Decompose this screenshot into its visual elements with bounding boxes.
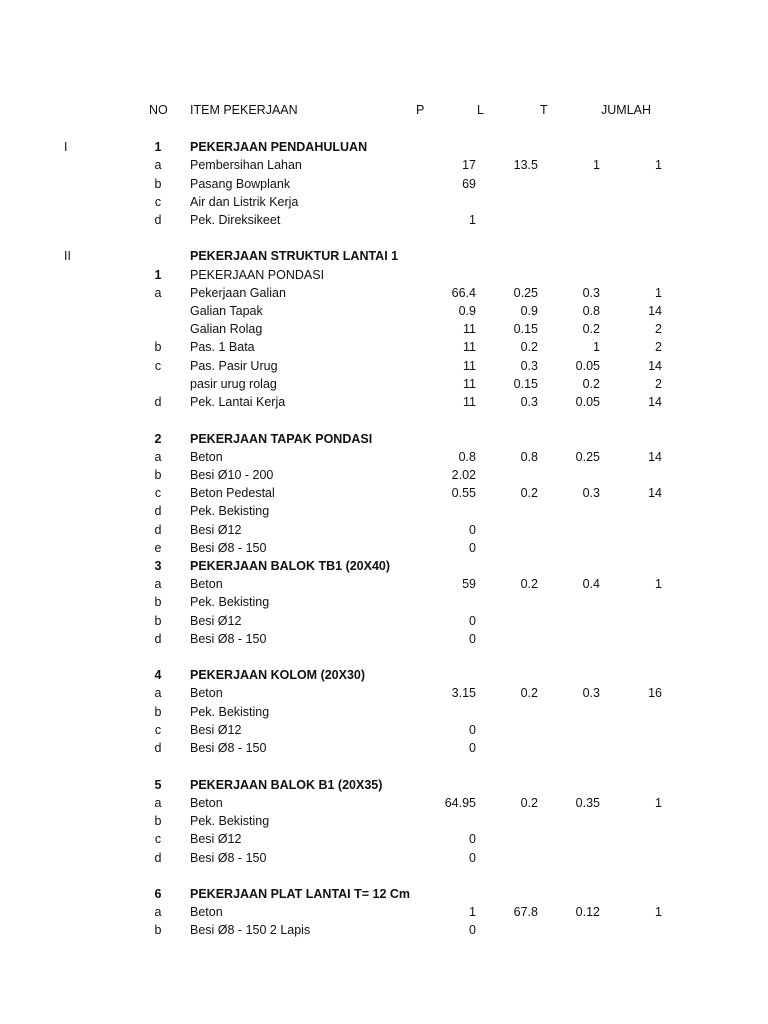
item-number: d <box>154 523 162 537</box>
table-row <box>0 703 768 721</box>
item-number: a <box>154 905 162 919</box>
item-number: 3 <box>154 559 162 573</box>
item-number: c <box>154 359 162 373</box>
value-t: 0.05 <box>575 395 600 409</box>
item-description: Pek. Bekisting <box>190 595 270 609</box>
value-jumlah: 14 <box>648 395 662 409</box>
section-numeral: II <box>64 249 71 263</box>
item-description: Beton <box>190 796 223 810</box>
value-jumlah: 1 <box>655 286 662 300</box>
value-l: 67.8 <box>513 905 538 919</box>
table-row <box>0 466 768 484</box>
item-description: Besi Ø12 <box>190 523 242 537</box>
table-row <box>0 721 768 739</box>
item-number: a <box>154 158 162 172</box>
value-t: 0.05 <box>575 359 600 373</box>
table-row <box>0 921 768 939</box>
value-p: 11 <box>463 340 476 354</box>
value-p: 11 <box>463 377 476 391</box>
table-row <box>0 630 768 648</box>
item-description: PEKERJAAN TAPAK PONDASI <box>190 432 373 446</box>
value-l: 0.15 <box>513 377 538 391</box>
table-row <box>0 266 768 284</box>
item-description: Besi Ø12 <box>190 723 242 737</box>
item-number: b <box>154 340 162 354</box>
value-p: 0 <box>469 632 476 646</box>
table-row <box>0 448 768 466</box>
value-jumlah: 2 <box>655 322 662 336</box>
value-p: 11 <box>463 359 476 373</box>
item-description: Besi Ø12 <box>190 614 242 628</box>
value-l: 0.2 <box>520 686 538 700</box>
value-jumlah: 2 <box>655 377 662 391</box>
item-description: Pasang Bowplank <box>190 177 291 191</box>
item-description: Air dan Listrik Kerja <box>190 195 299 209</box>
table-row <box>0 593 768 611</box>
value-jumlah: 1 <box>655 905 662 919</box>
item-description: Besi Ø8 - 150 <box>190 741 267 755</box>
table-row <box>0 247 768 265</box>
item-number: d <box>154 213 162 227</box>
item-number: d <box>154 504 162 518</box>
table-row <box>0 320 768 338</box>
header-t: T <box>540 103 548 117</box>
value-t: 0.3 <box>582 686 600 700</box>
value-l: 0.8 <box>520 450 538 464</box>
item-description: Pek. Lantai Kerja <box>190 395 286 409</box>
header-l: L <box>477 103 484 117</box>
table-row <box>0 575 768 593</box>
item-number: c <box>154 832 162 846</box>
item-description: Pek. Bekisting <box>190 705 270 719</box>
value-p: 0 <box>469 614 476 628</box>
item-description: Galian Tapak <box>190 304 263 318</box>
item-number: c <box>154 486 162 500</box>
value-p: 3.15 <box>451 686 476 700</box>
item-number: c <box>154 195 162 209</box>
table-row <box>0 539 768 557</box>
value-l: 0.9 <box>520 304 538 318</box>
table-row <box>0 193 768 211</box>
value-p: 11 <box>463 395 476 409</box>
value-t: 0.8 <box>582 304 600 318</box>
table-row <box>0 338 768 356</box>
table-row <box>0 284 768 302</box>
header-no: NO <box>149 103 168 117</box>
item-description: Beton <box>190 450 223 464</box>
item-description: PEKERJAAN PONDASI <box>190 268 325 282</box>
value-p: 59 <box>462 577 476 591</box>
item-number: 1 <box>154 268 162 282</box>
value-p: 11 <box>463 322 476 336</box>
item-description: Besi Ø8 - 150 <box>190 541 267 555</box>
item-description: Pekerjaan Galian <box>190 286 286 300</box>
item-number: d <box>154 395 162 409</box>
table-row <box>0 375 768 393</box>
table-row <box>0 794 768 812</box>
value-p: 0 <box>469 541 476 555</box>
value-t: 0.2 <box>582 377 600 391</box>
value-jumlah: 14 <box>648 359 662 373</box>
header-p: P <box>416 103 425 117</box>
table-row <box>0 885 768 903</box>
item-description: Pas. Pasir Urug <box>190 359 278 373</box>
value-t: 1 <box>593 158 600 172</box>
value-jumlah: 2 <box>655 340 662 354</box>
value-p: 0 <box>469 923 476 937</box>
table-row <box>0 156 768 174</box>
item-description: Pek. Direksikeet <box>190 213 281 227</box>
value-t: 1 <box>593 340 600 354</box>
value-p: 0 <box>469 723 476 737</box>
value-p: 66.4 <box>451 286 476 300</box>
value-p: 0 <box>469 832 476 846</box>
section-numeral: I <box>64 140 68 154</box>
item-description: PEKERJAAN KOLOM (20X30) <box>190 668 366 682</box>
table-row <box>0 521 768 539</box>
table-row <box>0 175 768 193</box>
item-description: pasir urug rolag <box>190 377 277 391</box>
item-description: Besi Ø8 - 150 2 Lapis <box>190 923 311 937</box>
table-row <box>0 612 768 630</box>
value-t: 0.12 <box>575 905 600 919</box>
value-l: 0.3 <box>520 395 538 409</box>
item-number: a <box>154 450 162 464</box>
value-l: 0.2 <box>520 796 538 810</box>
item-number: d <box>154 741 162 755</box>
value-t: 0.3 <box>582 286 600 300</box>
item-number: b <box>154 595 162 609</box>
item-description: Besi Ø8 - 150 <box>190 632 267 646</box>
table-row <box>0 211 768 229</box>
value-jumlah: 1 <box>655 796 662 810</box>
item-description: PEKERJAAN STRUKTUR LANTAI 1 <box>190 249 399 263</box>
item-description: Pas. 1 Bata <box>190 340 255 354</box>
item-description: Pek. Bekisting <box>190 814 270 828</box>
item-number: b <box>154 923 162 937</box>
value-p: 1 <box>469 213 476 227</box>
value-jumlah: 1 <box>655 577 662 591</box>
item-description: Beton Pedestal <box>190 486 275 500</box>
value-l: 13.5 <box>513 158 538 172</box>
value-jumlah: 1 <box>655 158 662 172</box>
item-description: PEKERJAAN BALOK B1 (20X35) <box>190 778 383 792</box>
value-l: 0.25 <box>513 286 538 300</box>
item-number: e <box>154 541 162 555</box>
table-row <box>0 357 768 375</box>
table-row <box>0 849 768 867</box>
item-number: a <box>154 286 162 300</box>
table-row <box>0 739 768 757</box>
value-p: 0.8 <box>458 450 476 464</box>
item-description: Beton <box>190 577 223 591</box>
item-number: b <box>154 177 162 191</box>
table-row <box>0 903 768 921</box>
item-description: Besi Ø10 - 200 <box>190 468 274 482</box>
table-row <box>0 502 768 520</box>
header-jumlah: JUMLAH <box>601 103 652 117</box>
item-number: a <box>154 796 162 810</box>
value-l: 0.2 <box>520 486 538 500</box>
value-l: 0.2 <box>520 340 538 354</box>
value-t: 0.3 <box>582 486 600 500</box>
item-number: 5 <box>154 778 162 792</box>
item-number: d <box>154 632 162 646</box>
item-description: PEKERJAAN BALOK TB1 (20X40) <box>190 559 391 573</box>
header-item: ITEM PEKERJAAN <box>190 103 298 117</box>
value-l: 0.3 <box>520 359 538 373</box>
table-row <box>0 430 768 448</box>
value-jumlah: 14 <box>648 486 662 500</box>
value-l: 0.2 <box>520 577 538 591</box>
item-number: 4 <box>154 668 162 682</box>
item-number: d <box>154 851 162 865</box>
value-p: 64.95 <box>444 796 476 810</box>
value-p: 0 <box>469 741 476 755</box>
value-p: 0 <box>469 851 476 865</box>
value-t: 0.25 <box>575 450 600 464</box>
table-row <box>0 812 768 830</box>
item-number: 1 <box>154 140 162 154</box>
table-row <box>0 830 768 848</box>
value-p: 69 <box>462 177 476 191</box>
item-description: Besi Ø12 <box>190 832 242 846</box>
table-row <box>0 684 768 702</box>
value-p: 0.55 <box>451 486 476 500</box>
item-number: b <box>154 705 162 719</box>
value-p: 0.9 <box>458 304 476 318</box>
item-description: Pek. Bekisting <box>190 504 270 518</box>
item-number: 6 <box>154 887 162 901</box>
value-t: 0.35 <box>575 796 600 810</box>
item-description: Beton <box>190 905 223 919</box>
value-jumlah: 14 <box>648 304 662 318</box>
table-row <box>0 393 768 411</box>
value-p: 1 <box>469 905 476 919</box>
item-number: c <box>154 723 162 737</box>
value-l: 0.15 <box>513 322 538 336</box>
item-description: Beton <box>190 686 223 700</box>
table-row <box>0 484 768 502</box>
table-row <box>0 557 768 575</box>
item-number: a <box>154 577 162 591</box>
table-row <box>0 138 768 156</box>
item-number: a <box>154 686 162 700</box>
value-t: 0.4 <box>582 577 600 591</box>
item-number: b <box>154 468 162 482</box>
item-description: PEKERJAAN PLAT LANTAI T= 12 Cm <box>190 887 411 901</box>
item-number: 2 <box>154 432 162 446</box>
value-t: 0.2 <box>582 322 600 336</box>
table-row <box>0 302 768 320</box>
item-description: Pembersihan Lahan <box>190 158 302 172</box>
item-description: Besi Ø8 - 150 <box>190 851 267 865</box>
value-jumlah: 16 <box>648 686 662 700</box>
header-row <box>0 101 768 119</box>
value-p: 0 <box>469 523 476 537</box>
item-description: Galian Rolag <box>190 322 263 336</box>
value-p: 2.02 <box>451 468 476 482</box>
item-number: b <box>154 614 162 628</box>
table-row <box>0 666 768 684</box>
item-description: PEKERJAAN PENDAHULUAN <box>190 140 368 154</box>
value-p: 17 <box>462 158 476 172</box>
item-number: b <box>154 814 162 828</box>
table-row <box>0 776 768 794</box>
value-jumlah: 14 <box>648 450 662 464</box>
